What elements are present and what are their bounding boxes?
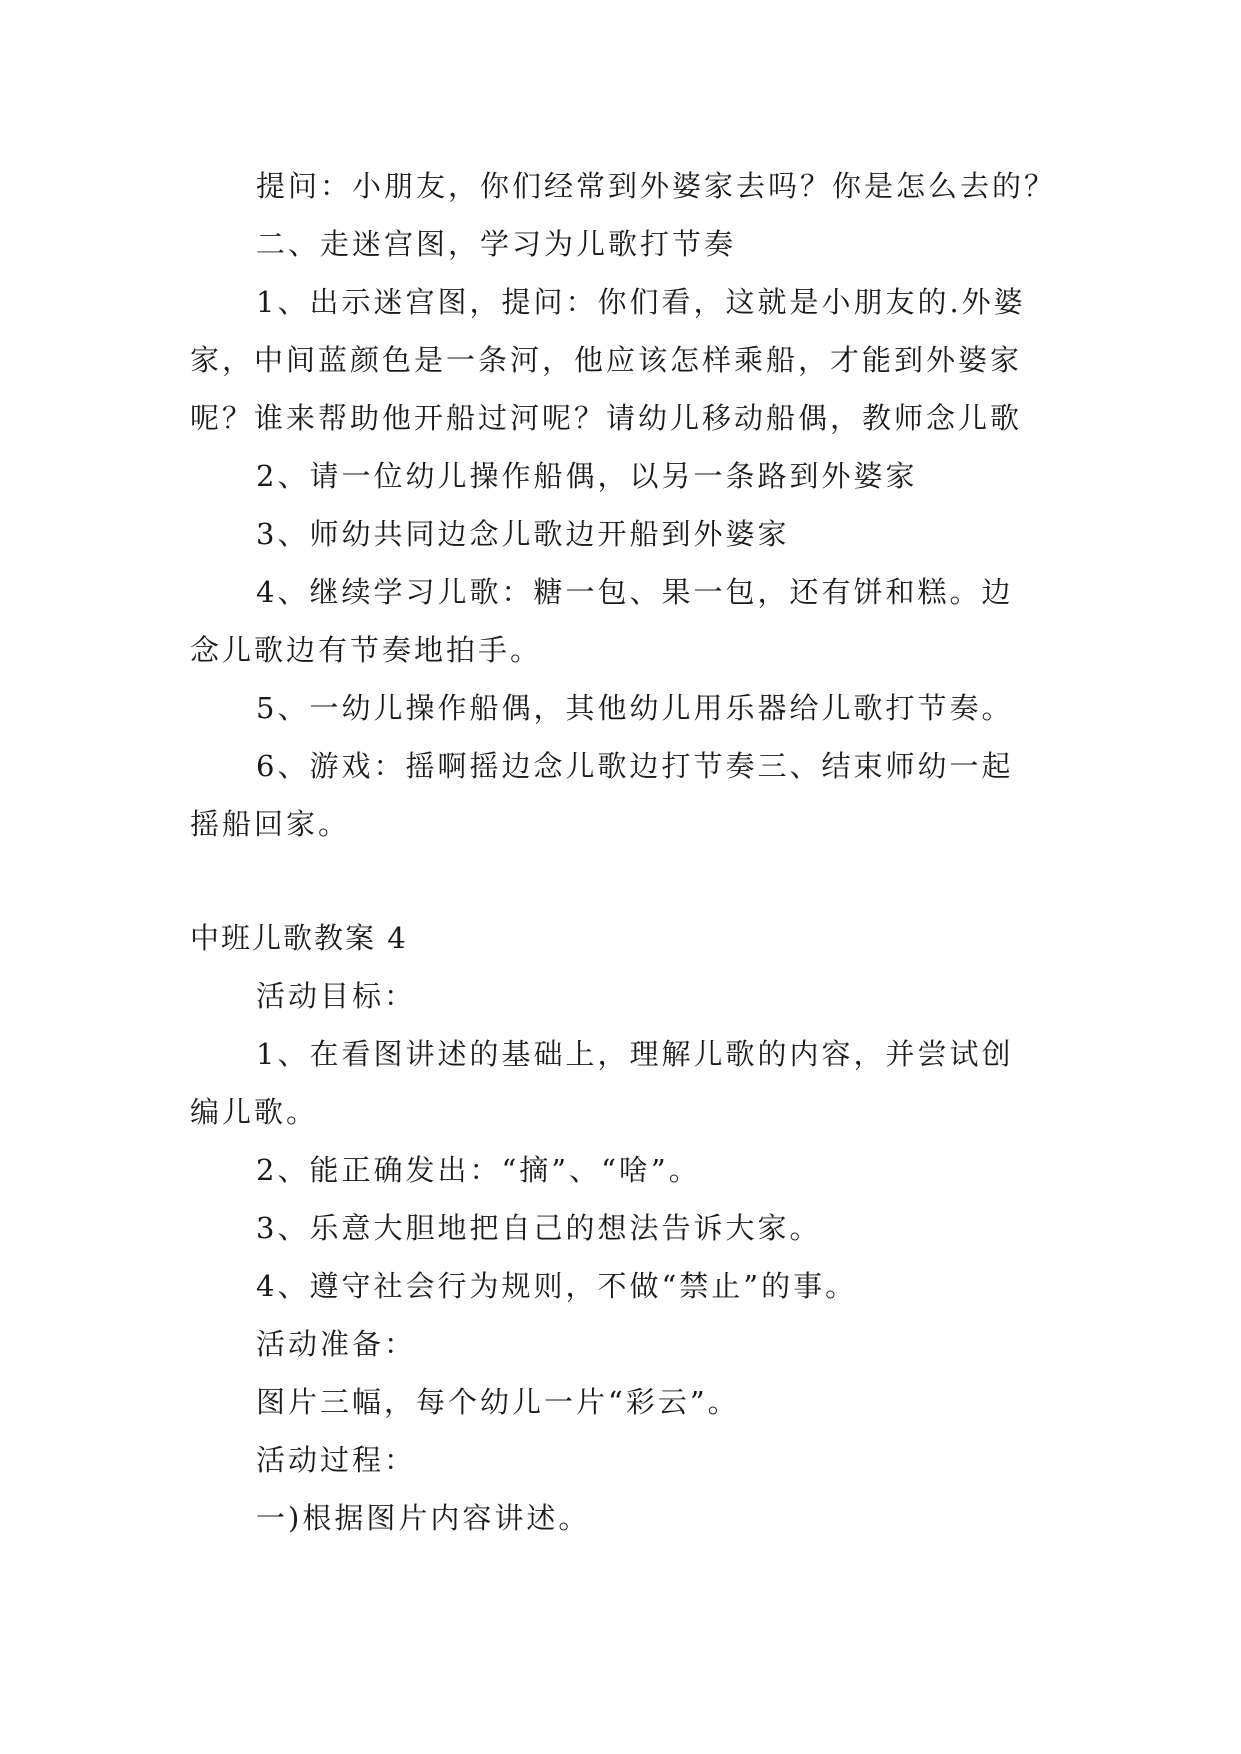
paragraph-step-2-5: 5、一幼儿操作船偶，其他幼儿用乐器给儿歌打节奏。 [256, 691, 1014, 725]
section-line-goals-label: 活动目标： [256, 979, 417, 1013]
paragraph-step-2-3: 3、师幼共同边念儿歌边开船到外婆家 [256, 517, 790, 551]
paragraph-step-2-6-cont: 摇船回家。 [190, 807, 351, 841]
paragraph-step-2-6: 6、游戏：摇啊摇边念儿歌边打节奏三、结束师幼一起 [256, 749, 1014, 783]
paragraph-step-2-4: 4、继续学习儿歌：糖一包、果一包，还有饼和糕。边 [256, 575, 1014, 609]
paragraph-step-2-1: 1、出示迷宫图，提问：你们看，这就是小朋友的.外婆 [256, 285, 1026, 319]
section-line-preparation-label: 活动准备： [256, 1327, 417, 1361]
section-line-goal-4: 4、遵守社会行为规则，不做“禁止”的事。 [256, 1269, 858, 1303]
section-line-goal-3: 3、乐意大胆地把自己的想法告诉大家。 [256, 1211, 822, 1245]
paragraph-step-2-2: 2、请一位幼儿操作船偶，以另一条路到外婆家 [256, 459, 918, 493]
paragraph-question: 提问：小朋友，你们经常到外婆家去吗？你是怎么去的？ [256, 169, 1057, 203]
section-line-preparation: 图片三幅，每个幼儿一片“彩云”。 [256, 1385, 740, 1419]
section-line-goal-1: 1、在看图讲述的基础上，理解儿歌的内容，并尝试创 [256, 1037, 1014, 1071]
paragraph-step-2-1-cont-1: 家，中间蓝颜色是一条河，他应该怎样乘船，才能到外婆家 [190, 343, 1023, 377]
section-line-process-label: 活动过程： [256, 1443, 417, 1477]
paragraph-step-2-1-cont-2: 呢？谁来帮助他开船过河呢？请幼儿移动船偶，教师念儿歌 [190, 401, 1023, 435]
section-line-process-step-1: 一)根据图片内容讲述。 [256, 1501, 591, 1535]
paragraph-step-2-4-cont: 念儿歌边有节奏地拍手。 [190, 633, 543, 667]
section-title: 中班儿歌教案 4 [190, 921, 408, 955]
section-line-goal-1-cont: 编儿歌。 [190, 1095, 319, 1129]
section-line-goal-2: 2、能正确发出：“摘”、“啥”。 [256, 1153, 701, 1187]
paragraph-step-two-heading: 二、走迷宫图，学习为儿歌打节奏 [256, 227, 737, 261]
